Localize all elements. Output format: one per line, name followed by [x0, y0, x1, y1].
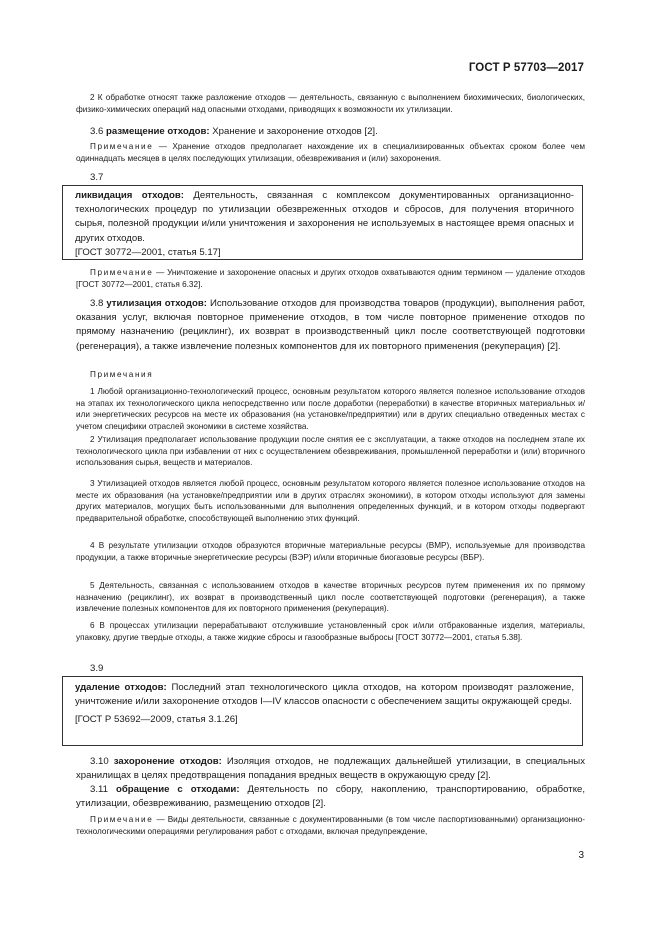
- term-number: 3.6: [90, 126, 104, 137]
- term-frame-3-7: [62, 185, 583, 260]
- note-3-8-4: 4 В результате утилизации отходов образуются вторичные материальные ресурсы (ВМР), используемые для производства продукции, а также вторичные энергетические ресурсы (ВЭР) и/или вторичные биогазовые ресурсы (ВБР).: [76, 541, 585, 562]
- term-3-11: [76, 783, 585, 811]
- term-name: утилизация отходов:: [106, 298, 207, 309]
- notes-label: Примечания: [90, 370, 154, 379]
- term-3-6: [76, 125, 585, 139]
- note-label: Примечание: [90, 815, 154, 824]
- term-number-3-7: 3.7: [90, 172, 104, 183]
- term-3-10: [76, 755, 585, 783]
- term-3-9: [63, 677, 582, 709]
- note-3-7: [76, 267, 585, 290]
- note-3-8-6: 6 В процессах утилизации перерабатывают отслужившие установленный срок и/или отбракованные изделия, материалы, упаковку, другие твердые отходы, а также жидкие сбросы и газообразные выбросы [ГОСТ 30772—2001, статья 5.38].: [76, 621, 585, 642]
- term-3-8: [76, 297, 585, 354]
- term-definition: Последний этап технологического цикла отходов, на котором производят разложение, уничтожение и/или захоронение отходов I—IV классов опасности с обеспечением защиты окружающей среды.: [75, 682, 574, 708]
- term-number-3-9: 3.9: [90, 663, 104, 674]
- term-source: [ГОСТ 30772—2001, статья 5.17]: [75, 246, 221, 258]
- term-number: 3.11: [90, 784, 108, 795]
- note-text: — Уничтожение и захоронение опасных и других отходов охватываются одним термином — удаление отходов [ГОСТ 30772—2001, статья 6.32].: [76, 268, 585, 289]
- note-3-11: [76, 814, 585, 837]
- term-number: 3.10: [90, 756, 109, 767]
- note-3-8-5: 5 Деятельность, связанная с использованием отходов в качестве вторичных ресурсов путем применения их по прямому назначению (рециклинг), их возврат в производственный цикл после соответствующей подготовки (регенерация), а также извлечение полезных компонентов для их повторного применения (рекуперация).: [76, 581, 585, 614]
- term-definition: Изоляция отходов, не подлежащих дальнейшей утилизации, в специальных хранилищах в целях предотвращения попадания вредных веществ в окружающую среду [2].: [76, 756, 585, 782]
- note-continuation: 2 К обработке относят также разложение отходов — деятельность, связанную с выполнением биохимических, биологических, физико-химических операций над опасными отходами, приводящих к возможности их утилизации.: [76, 93, 585, 114]
- note-text: — Хранение отходов предполагает нахождение их в специализированных объектах сроком более чем одиннадцать месяцев в целях последующих утилизации, обезвреживания и (или) захоронения.: [76, 142, 585, 163]
- term-definition: Деятельность, связанная с комплексом документированных организационно-технологических процедур по утилизации обезвреженных отходов и сбросов, для получения вторичного сырья, полезной продукции и/или уничтожения и захоронения не используемых в настоящее время опасных и других отходов.: [75, 190, 574, 244]
- term-definition: Хранение и захоронение отходов [2].: [209, 126, 378, 137]
- note-3-6: [76, 141, 585, 164]
- term-definition: Деятельность по сбору, накоплению, транспортированию, обработке, утилизации, обезвреживанию, размещению отходов [2].: [76, 784, 585, 810]
- term-3-7: [63, 186, 582, 246]
- page-number: 3: [578, 850, 584, 861]
- term-definition: Использование отходов для производства товаров (продукции), выполнения работ, оказания услуг, включая повторное применение отходов, в том числе повторное применение отходов по прямому назначению (рециклинг), их возврат в производственный цикл после соответствующей подготовки (регенерация), а также извлечение полезных компонентов для их повторного применения (рекуперация) [2].: [76, 298, 585, 352]
- term-name: захоронение отходов:: [113, 756, 222, 767]
- term-name: ликвидация отходов:: [75, 190, 184, 201]
- term-frame-3-9: [62, 676, 583, 746]
- term-name: размещение отходов:: [106, 126, 210, 137]
- term-name: обращение с отходами:: [115, 784, 240, 795]
- note-3-8-2: 2 Утилизация предполагает использование продукции после снятия ее с эксплуатации, а также отходов на последнем этапе их технологического цикла при избавлении от них с осуществлением обезвреживания, промышленной переработки и (или) вторичного использования сырья, веществ и материалов.: [76, 435, 585, 468]
- standard-id: ГОСТ Р 57703—2017: [468, 62, 584, 74]
- note-label: Примечание: [90, 142, 154, 151]
- term-source: [ГОСТ Р 53692—2009, статья 3.1.26]: [75, 714, 238, 726]
- note-text: — Виды деятельности, связанные с документированными (в том числе паспортизованными) организационно-технологическими операциями регулирования работ с отходами, включая предупреждение,: [76, 815, 585, 836]
- note-3-8-3: 3 Утилизацией отходов является любой процесс, основным результатом которого является полезное использование отходов на месте их образования (на установке/предприятии или в других отраслях экономики), в котором отходы используют для замены других материалов, могущих быть использованными для выполнения определенных функций, и в котором отходы подвергают предварительной обработке, способствующей выполнению этих функций.: [76, 479, 585, 523]
- term-number: 3.8: [90, 298, 104, 309]
- note-label: Примечание: [90, 268, 154, 277]
- note-3-8-1: 1 Любой организационно-технологический процесс, основным результатом которого является полезное использование отходов на этапах их технологического цикла непосредственно или после доработки (переработки) в качестве вторичных материальных и/или энергетических ресурсов на месте их образования (на установке/предприятии) или в других специально отведенных местах с учетом специфики отраслей экономики в системе хозяйства.: [76, 387, 585, 431]
- term-name: удаление отходов:: [75, 682, 167, 693]
